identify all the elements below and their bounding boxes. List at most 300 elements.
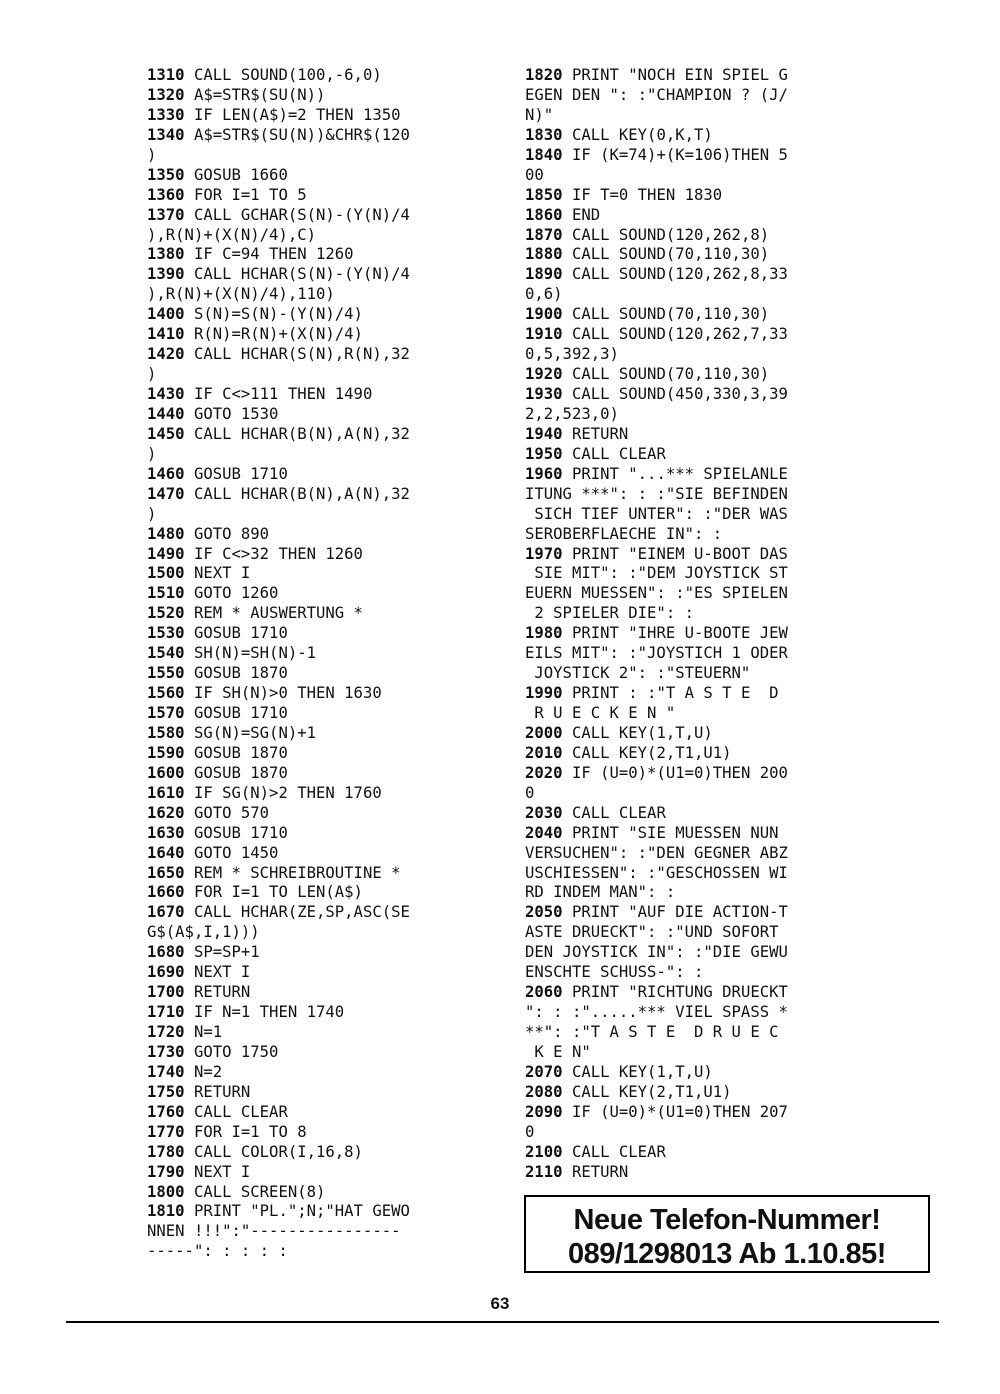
code-text: GOTO 570	[184, 803, 270, 822]
line-number: 1940	[525, 424, 563, 443]
code-line	[525, 724, 870, 744]
code-text: SG(N)=SG(N)+1	[184, 723, 316, 742]
line-number: 1560	[147, 684, 185, 703]
code-line	[147, 66, 487, 86]
line-number: 1810	[147, 1202, 185, 1221]
code-line	[525, 166, 870, 186]
code-text: 2,2,523,0)	[525, 404, 619, 423]
code-text: IF C<>32 THEN 1260	[184, 544, 363, 563]
code-text: VERSUCHEN": :"DEN GEGNER ABZ	[525, 843, 788, 862]
code-line	[147, 1043, 487, 1063]
line-number: 2040	[525, 823, 563, 842]
line-number: 1420	[147, 345, 185, 364]
code-line	[147, 106, 487, 126]
code-text: S(N)=S(N)-(Y(N)/4)	[184, 305, 363, 324]
code-line	[525, 285, 870, 305]
line-number: 1460	[147, 464, 185, 483]
line-number: 2030	[525, 803, 563, 822]
listing-left-column	[147, 66, 487, 1262]
code-text: ITUNG ***": : :"SIE BEFINDEN	[525, 484, 788, 503]
code-text: IF C<>111 THEN 1490	[184, 385, 373, 403]
line-number: 1650	[147, 863, 185, 882]
line-number: 1950	[525, 444, 563, 463]
code-line	[525, 106, 870, 126]
code-line	[525, 923, 870, 943]
line-number: 1790	[147, 1162, 185, 1181]
code-line	[525, 405, 870, 425]
code-line	[147, 604, 487, 624]
code-text: CALL HCHAR(S(N)-(Y(N)/4	[184, 265, 410, 284]
code-line	[525, 186, 870, 206]
code-text: SP=SP+1	[184, 943, 260, 962]
code-text: GOTO 890	[184, 524, 270, 543]
code-line	[147, 405, 487, 425]
code-text: RETURN	[184, 1082, 251, 1101]
code-text: ASTE DRUECKT": :"UND SOFORT	[525, 923, 779, 942]
code-line	[525, 385, 870, 405]
code-line	[147, 824, 487, 844]
code-text: PRINT "...*** SPIELANLE	[562, 464, 788, 483]
phone-notice-box	[524, 1195, 930, 1273]
code-text: A$=STR$(SU(N))	[184, 85, 326, 104]
code-text: R U E C K E N "	[525, 704, 676, 722]
code-text: CALL SOUND(70,110,30)	[562, 305, 770, 324]
code-line	[525, 883, 870, 903]
code-text: GOSUB 1710	[184, 624, 288, 643]
line-number: 1590	[147, 743, 185, 762]
code-line	[147, 1222, 487, 1242]
code-text: CALL SOUND(120,262,8,33	[562, 265, 788, 284]
code-text: NEXT I	[184, 1162, 251, 1181]
line-number: 1530	[147, 624, 185, 643]
code-line	[147, 883, 487, 903]
code-line	[525, 1003, 870, 1023]
code-text: )	[147, 444, 157, 463]
code-text: **": :"T A S T E D R U E C	[525, 1023, 779, 1041]
code-line	[525, 824, 870, 844]
code-text: CALL CLEAR	[562, 444, 666, 463]
code-line	[525, 864, 870, 884]
code-text: REM * AUSWERTUNG *	[184, 604, 363, 623]
code-text: GOSUB 1710	[184, 464, 288, 483]
code-line	[147, 903, 487, 923]
code-text: CALL HCHAR(B(N),A(N),32	[184, 484, 410, 503]
code-line	[525, 425, 870, 445]
code-text: PRINT "EINEM U-BOOT DAS	[562, 544, 788, 563]
line-number: 1880	[525, 245, 563, 264]
code-text: ),R(N)+(X(N)/4),C)	[147, 225, 316, 244]
code-text: R(N)=R(N)+(X(N)/4)	[184, 325, 363, 344]
code-text: CALL SOUND(100,-6,0)	[184, 66, 382, 84]
code-text: IF (U=0)*(U1=0)THEN 207	[562, 1102, 788, 1121]
code-text: REM * SCHREIBROUTINE *	[184, 863, 401, 882]
code-text: IF (U=0)*(U1=0)THEN 200	[562, 763, 788, 782]
code-text: IF T=0 THEN 1830	[562, 185, 723, 204]
line-number: 1910	[525, 325, 563, 344]
code-line	[147, 206, 487, 226]
notice-phone: 089/1298013 Ab 1.10.85!	[568, 1238, 886, 1270]
code-text: EILS MIT": :"JOYSTICH 1 ODER	[525, 644, 788, 663]
line-number: 1540	[147, 644, 185, 663]
code-line	[147, 1103, 487, 1123]
code-text: GOSUB 1870	[184, 763, 288, 782]
code-line	[525, 943, 870, 963]
code-line	[147, 1083, 487, 1103]
code-text: SH(N)=SH(N)-1	[184, 644, 316, 663]
line-number: 1490	[147, 544, 185, 563]
code-text: GOSUB 1710	[184, 704, 288, 722]
code-line	[147, 1143, 487, 1163]
code-line	[525, 844, 870, 864]
code-line	[525, 903, 870, 923]
code-line	[147, 186, 487, 206]
line-number: 1480	[147, 524, 185, 543]
code-text: G$(A$,I,1)))	[147, 923, 260, 942]
code-text: ": : :".....*** VIEL SPASS *	[525, 1003, 788, 1022]
line-number: 1450	[147, 424, 185, 443]
notice-title: Neue Telefon-Nummer!	[573, 1204, 881, 1236]
code-line	[525, 1143, 870, 1163]
line-number: 1830	[525, 125, 563, 144]
line-number: 1630	[147, 823, 185, 842]
code-line	[147, 445, 487, 465]
code-text: RETURN	[184, 983, 251, 1002]
line-number: 1720	[147, 1023, 185, 1041]
code-text: CALL CLEAR	[562, 1142, 666, 1161]
code-text: K E N"	[525, 1042, 591, 1061]
line-number: 1580	[147, 723, 185, 742]
code-line	[147, 1183, 487, 1203]
code-text: )	[147, 365, 157, 384]
code-line	[525, 66, 870, 86]
code-line	[147, 684, 487, 704]
line-number: 1350	[147, 165, 185, 184]
line-number: 1430	[147, 385, 185, 403]
code-line	[147, 465, 487, 485]
line-number: 1640	[147, 843, 185, 862]
code-line	[525, 684, 870, 704]
code-text: )	[147, 145, 157, 164]
code-text: FOR I=1 TO 8	[184, 1122, 307, 1141]
code-text: EUERN MUESSEN": :"ES SPIELEN	[525, 584, 788, 603]
line-number: 1500	[147, 564, 185, 583]
code-text: 0	[525, 1122, 535, 1141]
code-line	[147, 844, 487, 864]
line-number: 1320	[147, 85, 185, 104]
line-number: 2000	[525, 723, 563, 742]
code-text: CALL COLOR(I,16,8)	[184, 1142, 363, 1161]
line-number: 1840	[525, 145, 563, 164]
code-text: CALL KEY(2,T1,U1)	[562, 1082, 732, 1101]
code-line	[147, 226, 487, 246]
code-text: 00	[525, 165, 544, 184]
line-number: 1990	[525, 684, 563, 703]
code-text: GOTO 1530	[184, 404, 279, 423]
code-line	[525, 465, 870, 485]
code-line	[525, 804, 870, 824]
line-number: 1410	[147, 325, 185, 344]
code-text: CALL HCHAR(S(N),R(N),32	[184, 345, 410, 364]
line-number: 1700	[147, 983, 185, 1002]
line-number: 1710	[147, 1003, 185, 1022]
code-line	[147, 784, 487, 804]
code-text: END	[562, 205, 601, 224]
code-line	[525, 265, 870, 285]
code-text: 0,5,392,3)	[525, 345, 619, 364]
code-line	[147, 325, 487, 345]
code-line	[147, 624, 487, 644]
line-number: 1440	[147, 404, 185, 423]
line-number: 1370	[147, 205, 185, 224]
code-text: CALL CLEAR	[184, 1102, 288, 1121]
code-text: USCHIESSEN": :"GESCHOSSEN WI	[525, 863, 788, 882]
code-text: 2 SPIELER DIE": :	[525, 604, 694, 623]
code-text: GOSUB 1870	[184, 664, 288, 683]
code-line	[525, 1023, 870, 1043]
code-line	[147, 1163, 487, 1183]
code-line	[147, 485, 487, 505]
code-line	[525, 206, 870, 226]
code-text: N=1	[184, 1023, 223, 1041]
code-line	[525, 704, 870, 724]
code-line	[147, 425, 487, 445]
code-text: -----": : : : :	[147, 1242, 288, 1261]
code-text: ),R(N)+(X(N)/4),110)	[147, 285, 335, 304]
code-line	[525, 305, 870, 325]
code-text: DEN JOYSTICK IN": :"DIE GEWU	[525, 943, 788, 962]
code-line	[147, 584, 487, 604]
code-line	[147, 345, 487, 365]
line-number: 1310	[147, 66, 185, 84]
code-text: CALL KEY(1,T,U)	[562, 723, 713, 742]
line-number: 2050	[525, 903, 563, 922]
code-line	[147, 644, 487, 664]
code-line	[525, 983, 870, 1003]
code-line	[147, 265, 487, 285]
code-line	[147, 385, 487, 405]
code-line	[147, 664, 487, 684]
code-text: CALL KEY(2,T1,U1)	[562, 743, 732, 762]
code-text: EGEN DEN ": :"CHAMPION ? (J/	[525, 85, 788, 104]
code-text: CALL SOUND(70,110,30)	[562, 365, 770, 384]
line-number: 1850	[525, 185, 563, 204]
code-line	[147, 166, 487, 186]
code-line	[147, 1003, 487, 1023]
code-line	[147, 126, 487, 146]
code-text: IF SH(N)>0 THEN 1630	[184, 684, 382, 703]
code-text: RETURN	[562, 424, 629, 443]
line-number: 2010	[525, 743, 563, 762]
line-number: 1550	[147, 664, 185, 683]
code-text: CALL SCREEN(8)	[184, 1182, 326, 1201]
code-text: RETURN	[562, 1162, 629, 1181]
code-line	[525, 744, 870, 764]
code-line	[525, 525, 870, 545]
line-number: 1820	[525, 66, 563, 84]
code-text: )	[147, 504, 157, 523]
code-text: CALL KEY(0,K,T)	[562, 125, 713, 144]
listing-right-column	[525, 66, 870, 1183]
code-line	[525, 624, 870, 644]
code-text: CALL SOUND(120,262,7,33	[562, 325, 788, 344]
code-line	[147, 525, 487, 545]
code-text: IF N=1 THEN 1740	[184, 1003, 345, 1022]
line-number: 1970	[525, 544, 563, 563]
code-text: PRINT "AUF DIE ACTION-T	[562, 903, 788, 922]
code-text: CALL HCHAR(B(N),A(N),32	[184, 424, 410, 443]
code-line	[525, 1063, 870, 1083]
code-line	[147, 564, 487, 584]
line-number: 1620	[147, 803, 185, 822]
code-line	[525, 784, 870, 804]
code-line	[147, 245, 487, 265]
code-line	[525, 245, 870, 265]
code-line	[147, 86, 487, 106]
code-text: IF C=94 THEN 1260	[184, 245, 354, 264]
code-line	[525, 584, 870, 604]
code-line	[147, 1123, 487, 1143]
code-text: SIE MIT": :"DEM JOYSTICK ST	[525, 564, 788, 583]
line-number: 1760	[147, 1102, 185, 1121]
line-number: 1920	[525, 365, 563, 384]
code-line	[147, 744, 487, 764]
code-line	[525, 963, 870, 983]
line-number: 1960	[525, 464, 563, 483]
code-text: 0	[525, 783, 535, 802]
code-text: 0,6)	[525, 285, 563, 304]
code-line	[147, 1202, 487, 1222]
code-line	[147, 545, 487, 565]
code-line	[525, 604, 870, 624]
code-line	[525, 664, 870, 684]
line-number: 2070	[525, 1062, 563, 1081]
line-number: 1980	[525, 624, 563, 643]
line-number: 1890	[525, 265, 563, 284]
code-text: CALL HCHAR(ZE,SP,ASC(SE	[184, 903, 410, 922]
code-text: A$=STR$(SU(N))&CHR$(120	[184, 125, 410, 144]
code-line	[525, 545, 870, 565]
code-text: PRINT : :"T A S T E D	[562, 684, 779, 703]
code-line	[525, 1163, 870, 1183]
code-line	[147, 983, 487, 1003]
code-line	[525, 126, 870, 146]
code-text: PRINT "IHRE U-BOOTE JEW	[562, 624, 788, 643]
line-number: 1510	[147, 584, 185, 603]
line-number: 1340	[147, 125, 185, 144]
code-text: N=2	[184, 1062, 223, 1081]
line-number: 1900	[525, 305, 563, 324]
code-line	[525, 445, 870, 465]
code-line	[147, 1063, 487, 1083]
line-number: 1690	[147, 963, 185, 982]
code-text: NEXT I	[184, 963, 251, 982]
line-number: 1600	[147, 763, 185, 782]
code-text: NEXT I	[184, 564, 251, 583]
code-text: PRINT "NOCH EIN SPIEL G	[562, 66, 788, 84]
code-line	[147, 804, 487, 824]
code-line	[147, 704, 487, 724]
line-number: 1780	[147, 1142, 185, 1161]
line-number: 2080	[525, 1082, 563, 1101]
code-text: GOSUB 1870	[184, 743, 288, 762]
code-line	[147, 864, 487, 884]
line-number: 2060	[525, 983, 563, 1002]
line-number: 2110	[525, 1162, 563, 1181]
line-number: 1750	[147, 1082, 185, 1101]
code-text: NNEN !!!":"----------------	[147, 1222, 401, 1241]
line-number: 1740	[147, 1062, 185, 1081]
code-text: GOSUB 1710	[184, 823, 288, 842]
code-text: IF (K=74)+(K=106)THEN 5	[562, 145, 788, 164]
code-text: CALL SOUND(120,262,8)	[562, 225, 770, 244]
line-number: 1610	[147, 783, 185, 802]
code-line	[147, 1242, 487, 1262]
code-line	[525, 86, 870, 106]
line-number: 1670	[147, 903, 185, 922]
code-line	[525, 764, 870, 784]
code-text: GOTO 1450	[184, 843, 279, 862]
code-text: CALL GCHAR(S(N)-(Y(N)/4	[184, 205, 410, 224]
code-line	[147, 724, 487, 744]
line-number: 1570	[147, 704, 185, 722]
code-line	[525, 345, 870, 365]
code-line	[525, 1083, 870, 1103]
code-line	[147, 764, 487, 784]
code-text: GOTO 1260	[184, 584, 279, 603]
code-line	[525, 325, 870, 345]
code-line	[147, 305, 487, 325]
code-line	[525, 564, 870, 584]
line-number: 1800	[147, 1182, 185, 1201]
code-line	[147, 943, 487, 963]
code-text: N)"	[525, 105, 554, 124]
line-number: 1520	[147, 604, 185, 623]
code-text: CALL KEY(1,T,U)	[562, 1062, 713, 1081]
code-text: JOYSTICK 2": :"STEUERN"	[525, 664, 751, 683]
code-text: IF LEN(A$)=2 THEN 1350	[184, 105, 401, 124]
line-number: 1770	[147, 1122, 185, 1141]
code-text: IF SG(N)>2 THEN 1760	[184, 783, 382, 802]
code-line	[525, 1103, 870, 1123]
code-line	[147, 963, 487, 983]
code-text: SICH TIEF UNTER": :"DER WAS	[525, 504, 788, 523]
code-text: GOSUB 1660	[184, 165, 288, 184]
line-number: 2020	[525, 763, 563, 782]
code-line	[147, 923, 487, 943]
code-text: PRINT "RICHTUNG DRUECKT	[562, 983, 788, 1002]
code-line	[147, 146, 487, 166]
code-text: FOR I=1 TO LEN(A$)	[184, 883, 363, 902]
page-number: 63	[490, 1294, 510, 1313]
line-number: 1680	[147, 943, 185, 962]
code-line	[525, 1043, 870, 1063]
code-line	[525, 485, 870, 505]
code-line	[525, 644, 870, 664]
code-line	[147, 365, 487, 385]
code-text: RD INDEM MAN": :	[525, 883, 676, 902]
code-text: CALL SOUND(70,110,30)	[562, 245, 770, 264]
line-number: 2100	[525, 1142, 563, 1161]
footer-rule	[66, 1321, 939, 1323]
code-line	[525, 365, 870, 385]
line-number: 1870	[525, 225, 563, 244]
code-line	[525, 226, 870, 246]
code-text: FOR I=1 TO 5	[184, 185, 307, 204]
code-line	[147, 1023, 487, 1043]
code-line	[525, 146, 870, 166]
line-number: 1730	[147, 1042, 185, 1061]
code-text: PRINT "SIE MUESSEN NUN	[562, 823, 779, 842]
